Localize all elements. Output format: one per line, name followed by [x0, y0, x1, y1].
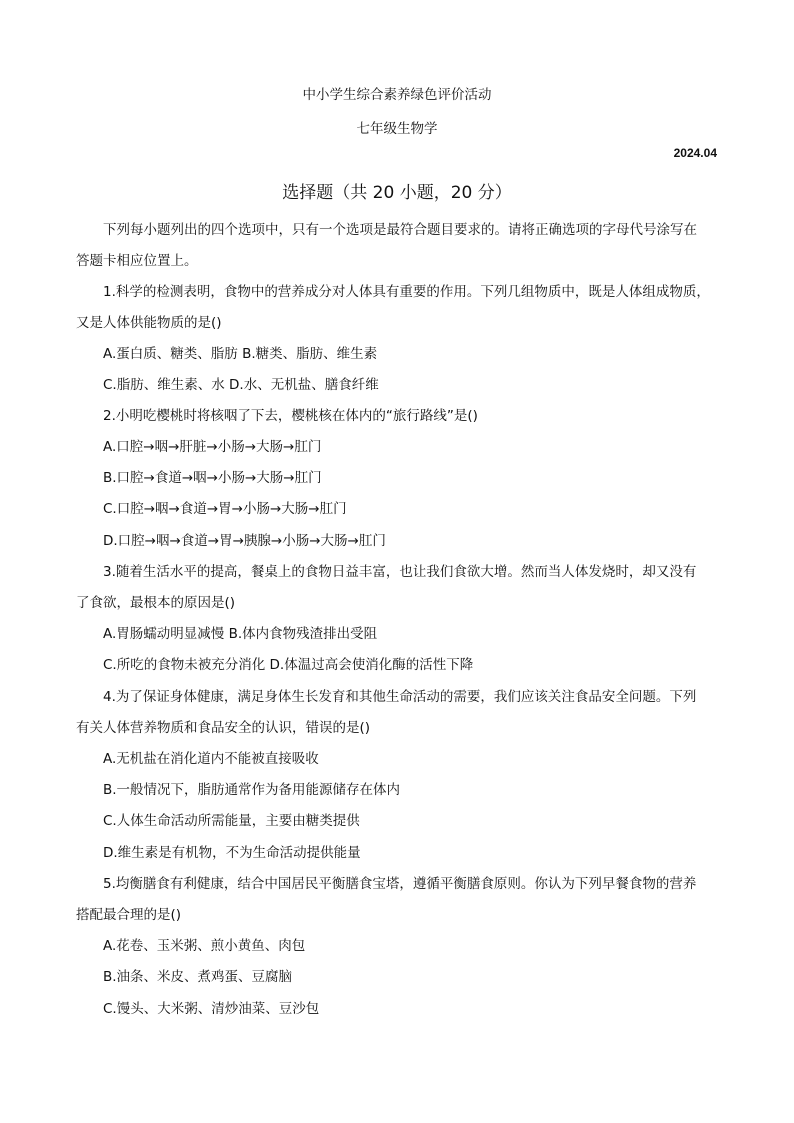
- question-4-stem: 4.为了保证身体健康，满足身体生长发育和其他生命活动的需要，我们应该关注食品安全问题。下列: [103, 689, 697, 705]
- doc-subtitle: 七年级生物学: [356, 121, 438, 137]
- question-3-option: A.胃肠蠕动明显减慢 B.体内食物残渣排出受阻: [103, 626, 378, 642]
- question-3-stem: 3.随着生活水平的提高，餐桌上的食物日益丰富，也让我们食欲大增。然而当人体发烧时，却又没有: [103, 564, 697, 580]
- question-3-stem: 了食欲，最根本的原因是(): [76, 595, 236, 611]
- question-3-option: C.所吃的食物未被充分消化 D.体温过高会使消化酶的活性下降: [103, 657, 474, 673]
- question-4-option: C.人体生命活动所需能量，主要由糖类提供: [103, 813, 360, 829]
- question-1-stem: 又是人体供能物质的是(): [76, 315, 222, 331]
- question-2-option: A.口腔→咽→肝脏→小肠→大肠→肛门: [103, 439, 322, 455]
- question-4-option: B.一般情况下，脂肪通常作为备用能源储存在体内: [103, 782, 401, 798]
- question-5-stem: 搭配最合理的是(): [76, 907, 182, 923]
- question-1-stem: 1.科学的检测表明，食物中的营养成分对人体具有重要的作用。下列几组物质中，既是人体组成物质，: [103, 284, 710, 300]
- question-4-stem: 有关人体营养物质和食品安全的认识，错误的是(): [76, 720, 371, 736]
- question-2-option: D.口腔→咽→食道→胃→胰腺→小肠→大肠→肛门: [103, 533, 386, 549]
- question-4-option: D.维生素是有机物，不为生命活动提供能量: [103, 845, 361, 861]
- question-5-option: A.花卷、玉米粥、煎小黄鱼、肉包: [103, 938, 306, 954]
- question-1-option: A.蛋白质、糖类、脂肪 B.糖类、脂肪、维生素: [103, 346, 378, 362]
- question-4-option: A.无机盐在消化道内不能被直接吸收: [103, 751, 319, 767]
- question-2-stem: 2.小明吃樱桃时将核咽了下去，樱桃核在体内的“旅行路线”是(): [103, 408, 478, 424]
- doc-title: 中小学生综合素养绿色评价活动: [302, 87, 492, 103]
- section-heading: 选择题（共 20 小题，20 分）: [282, 183, 512, 203]
- intro-line: 下列每小题列出的四个选项中，只有一个选项是最符合题目要求的。请将正确选项的字母代号涂写在: [103, 222, 697, 238]
- question-1-option: C.脂肪、维生素、水 D.水、无机盐、膳食纤维: [103, 377, 379, 393]
- doc-date: 2024.04: [673, 146, 717, 160]
- intro-line: 答题卡相应位置上。: [76, 253, 198, 269]
- question-2-option: C.口腔→咽→食道→胃→小肠→大肠→肛门: [103, 501, 347, 517]
- question-2-option: B.口腔→食道→咽→小肠→大肠→肛门: [103, 470, 322, 486]
- question-5-option: B.油条、米皮、煮鸡蛋、豆腐脑: [103, 969, 293, 985]
- question-5-stem: 5.均衡膳食有利健康，结合中国居民平衡膳食宝塔，遵循平衡膳食原则。你认为下列早餐食物的营养: [103, 876, 697, 892]
- question-5-option: C.馒头、大米粥、清炒油菜、豆沙包: [103, 1001, 320, 1017]
